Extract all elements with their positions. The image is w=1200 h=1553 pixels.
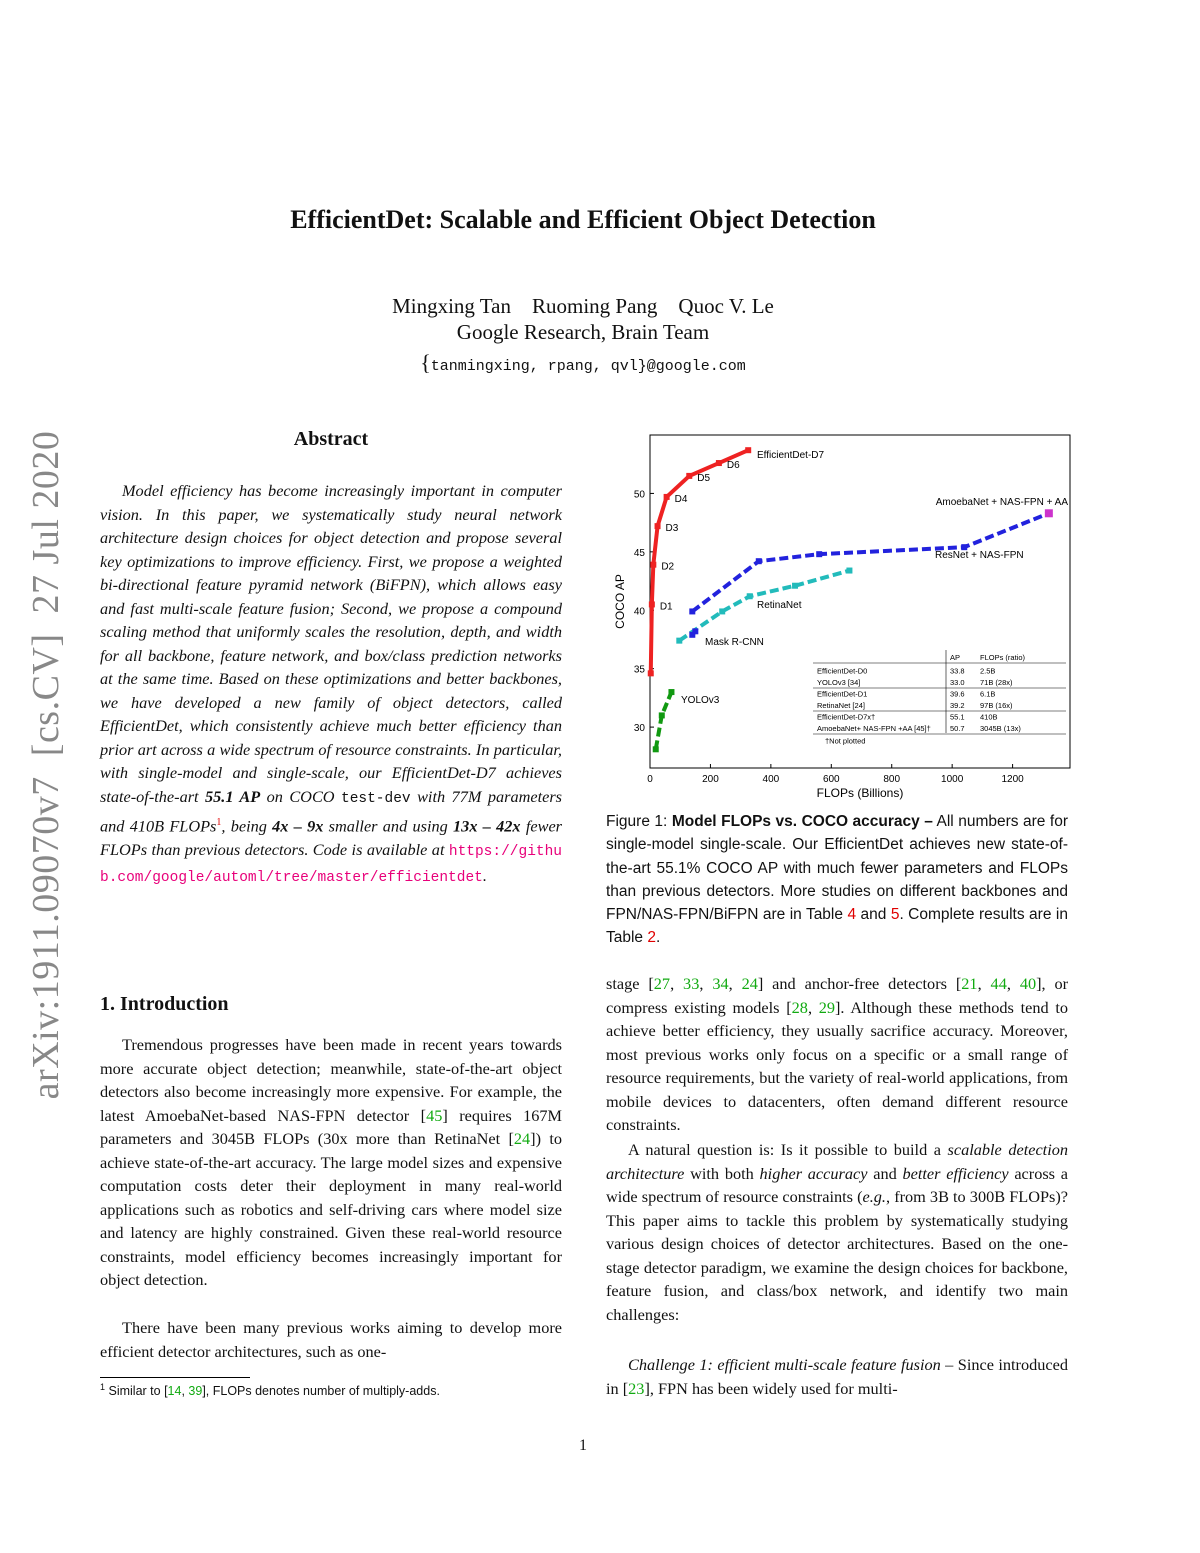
table-cell-ap: 33.0	[950, 678, 965, 687]
x-tick-label: 1000	[941, 774, 964, 785]
abstract-text: .	[482, 866, 487, 886]
data-point	[653, 746, 659, 752]
body-text: ] requires 167M parameters and 3045B FLOPs (30x more than RetinaNet [	[100, 1105, 562, 1148]
body-text: ]) to achieve state-of-the-art accuracy. The large model sizes and expensive computation costs deter their deployment in many real-world applications such as robotics and self-driving cars where model size and latency are highly constrained. Given these real-world resource constraints, model efficiency becomes increasingly important for object detection.	[100, 1129, 563, 1289]
body-italic: higher accuracy	[759, 1163, 868, 1183]
section-heading-introduction: 1. Introduction	[100, 993, 229, 1015]
citation-link[interactable]: 44	[990, 974, 1007, 993]
right-paragraph-3	[606, 1353, 1068, 1400]
table-header: FLOPs (ratio)	[980, 653, 1026, 662]
y-tick-label: 45	[633, 547, 645, 559]
body-text: ]. Although these methods tend to achieve better efficiency, they usually sacrifice accuracy. Moreover, most previous works only focus on a specific or a small range of resource requirements, but the variety of real-world applications, from mobile devices to datacenters, often demand different resource constraints.	[606, 997, 1069, 1134]
arxiv-stamp: arXiv:1911.09070v7 [cs.CV] 27 Jul 2020	[25, 430, 67, 1100]
citation-link[interactable]: 27	[653, 974, 671, 993]
data-point	[659, 712, 665, 718]
body-text: ], or compress existing models [	[606, 974, 1069, 1017]
data-point	[747, 593, 753, 599]
table-cell-ap: 55.1	[950, 712, 965, 722]
body-italic: scalable detection architecture	[606, 1140, 1068, 1183]
body-text: with both	[684, 1163, 760, 1183]
table-ref-link[interactable]: 4	[847, 906, 857, 924]
point-label: D4	[674, 493, 688, 505]
y-tick-label: 40	[633, 606, 645, 618]
table-cell-model: AmoebaNet+ NAS-FPN +AA [45]†	[817, 724, 931, 733]
table-cell-ap: 39.2	[950, 701, 965, 710]
x-tick-label: 1200	[1001, 774, 1024, 785]
footnote-text: ], FLOPs denotes number of multiply-adds.	[202, 1384, 440, 1399]
citation-link[interactable]: 14	[167, 1384, 182, 1399]
citation-link[interactable]: 24	[513, 1129, 531, 1148]
series-label: AmoebaNet + NAS-FPN + AA	[935, 497, 1068, 508]
x-tick-label: 200	[702, 774, 719, 785]
point-label: D1	[659, 601, 673, 613]
code-link[interactable]: https://github.com/google/automl/tree/master/efficientdet	[100, 843, 562, 887]
data-point	[692, 628, 698, 634]
x-tick-label: 800	[883, 774, 901, 785]
author-list: Mingxing Tan Ruoming Pang Quoc V. Le	[392, 294, 774, 318]
series-label: Mask R-CNN	[705, 637, 764, 648]
table-cell-model: EfficientDet-D0	[817, 666, 868, 676]
figure-caption	[606, 810, 1068, 950]
table-cell-flops: 3045B (13x)	[980, 724, 1021, 733]
citation-link[interactable]: 23	[628, 1378, 645, 1398]
footnote-mark: 1	[100, 1382, 106, 1392]
series-label: EfficientDet-D7	[757, 450, 825, 461]
data-point	[1045, 509, 1053, 517]
table-cell-model: RetinaNet [24]	[817, 701, 865, 710]
body-text: A natural question is: Is it possible to build a	[628, 1140, 948, 1159]
abstract-text: , being	[221, 816, 273, 836]
data-point	[655, 523, 661, 529]
caption-text: All numbers are for single-model single-scale. Our EfficientDet achieves new state-of-the-art 55.1% COCO AP with much fewer parameters and FLOPs than previous detectors. More studies on different backbones and FPN/NAS-FPN/BiFPN are in Table	[606, 813, 1068, 924]
data-point	[650, 562, 656, 568]
body-text: Tremendous progresses have been made in recent years towards more accurate object detection; meanwhile, state-of-the-art object detectors also become increasingly more expensive. For example, the latest AmoebaNet-based NAS-FPN detector [	[100, 1035, 562, 1125]
caption-text: and	[856, 906, 891, 924]
abstract-bold: 55.1 AP	[205, 786, 261, 806]
point-label: D2	[661, 561, 675, 573]
data-point	[745, 447, 751, 453]
data-point	[689, 608, 695, 614]
data-point	[649, 601, 655, 607]
y-tick-label: 35	[633, 664, 645, 676]
footnote-text: ,	[181, 1384, 189, 1399]
body-text: , from 3B to 300B FLOPs)? This paper aims to tackle this problem by systematically studying various design choices of detector architectures. Based on the one-stage detector paradigm, we examine the design choices for backbone, feature fusion, and class/box network, and identify two main challenges:	[606, 1187, 1068, 1324]
citation-link[interactable]: 33	[683, 974, 700, 993]
point-label: D3	[665, 523, 679, 535]
abstract-text: with 77M parameters and 410B FLOPs	[100, 786, 563, 836]
caption-bold: Model FLOPs vs. COCO accuracy –	[671, 813, 933, 830]
series-label: RetinaNet	[757, 600, 802, 611]
email-line	[0, 350, 1166, 376]
data-point	[676, 638, 682, 644]
right-paragraph-2	[606, 1138, 1068, 1326]
x-tick-label: 600	[822, 774, 840, 785]
citation-link[interactable]: 28	[791, 997, 808, 1017]
series-label: ResNet + NAS-FPN	[935, 550, 1024, 561]
data-point	[846, 568, 852, 574]
body-text: across a wide spectrum of resource constraints (	[606, 1163, 1068, 1206]
data-point	[716, 460, 722, 466]
table-cell-flops: 6.1B	[980, 689, 996, 699]
abstract-text: fewer FLOPs than previous detectors. Code is available at	[100, 816, 563, 859]
data-point	[756, 558, 762, 564]
abstract-text: on COCO	[260, 786, 341, 806]
series-label: YOLOv3	[681, 695, 720, 706]
data-point	[686, 473, 692, 479]
data-point	[816, 551, 822, 557]
table-cell-model: EfficientDet-D7x†	[817, 712, 876, 722]
data-point	[664, 494, 670, 500]
citation-link[interactable]: 45	[426, 1105, 443, 1125]
table-cell-flops: 71B (28x)	[980, 678, 1013, 687]
citation-link[interactable]: 24	[741, 974, 758, 993]
series-line	[656, 692, 672, 749]
intro-paragraph-2: There have been many previous works aiming to develop more efficient detector architectures, such as one-	[100, 1318, 562, 1361]
body-text: – Since introduced in [	[606, 1355, 1068, 1398]
caption-label: Figure 1:	[606, 813, 672, 830]
table-cell-model: EfficientDet-D1	[817, 689, 868, 699]
table-note: †Not plotted	[825, 736, 866, 746]
right-paragraph-1: stage [27, 33, 34, 24] and anchor-free detectors [21, 44, 40], or compress existing models [28, 29]. Although these methods tend to achieve better efficiency, they usually sacrifice accuracy. Moreover, most previous works only focus on a specific or a small range of resource requirements, but the variety of real-world applications, from mobile devices to datacenters, often demand different resource constraints.	[606, 974, 1069, 1134]
affiliation: Google Research, Brain Team	[456, 320, 710, 344]
table-cell-flops: 410B	[980, 712, 998, 722]
abstract-bold: 4x – 9x	[272, 816, 324, 836]
table-header: AP	[950, 653, 961, 662]
body-text: stage [	[606, 974, 654, 993]
x-tick-label: 0	[647, 774, 653, 785]
figure-1-chart	[605, 430, 1085, 802]
table-cell-ap: 39.6	[950, 689, 965, 699]
citation-link[interactable]: 40	[1019, 974, 1037, 993]
point-label: D5	[697, 472, 711, 484]
caption-text: .	[656, 929, 661, 947]
body-text: and	[867, 1163, 903, 1183]
data-point	[648, 670, 654, 676]
table-cell-ap: 33.8	[950, 666, 965, 676]
citation-link[interactable]: 29	[818, 997, 836, 1017]
citation-link[interactable]: 21	[961, 974, 978, 993]
y-tick-label: 30	[633, 723, 645, 735]
y-axis-label: COCO AP	[613, 574, 627, 629]
page-number: 1	[579, 1437, 587, 1454]
table-cell-ap: 50.7	[950, 724, 965, 733]
x-axis-label: FLOPs (Billions)	[816, 786, 904, 800]
abstract-text: Model efficiency has become increasingly important in computer vision. In this paper, we systematically study neural network architecture design choices for object detection and propose several key optimizations to improve efficiency. First, we propose a weighted bi-directional feature pyramid network (BiFPN), which allows easy and fast multi-scale feature fusion; Second, we propose a compound scaling method that uniformly scales the resolution, depth, and width for all backbone, feature network, and box/class prediction networks at the same time. Based on these optimizations and better backbones, we have developed a new family of object detectors, called EfficientDet, which consistently achieve much better efficiency than prior art across a wide spectrum of resource constraints. In particular, with single-model and single-scale, our EfficientDet-D7 achieves state-of-the-art	[100, 481, 562, 806]
abstract-text: smaller and using	[323, 816, 454, 836]
abstract-bold: 13x – 42x	[453, 816, 521, 836]
footnote-rule	[100, 1377, 250, 1378]
body-text: ], FPN has been widely used for multi-	[644, 1378, 898, 1398]
email-brace: {	[420, 350, 431, 375]
table-cell-flops: 2.5B	[980, 666, 996, 676]
data-point	[719, 608, 725, 614]
body-italic: Challenge 1: efficient multi-scale feature fusion	[628, 1355, 941, 1374]
abstract-heading: Abstract	[293, 428, 369, 450]
table-cell-model: YOLOv3 [34]	[817, 678, 861, 687]
footnote-text: Similar to [	[108, 1384, 168, 1399]
footnote	[100, 1382, 570, 1398]
x-tick-label: 400	[762, 774, 780, 785]
abstract-mono: test-dev	[341, 790, 411, 807]
body-italic: better efficiency	[902, 1163, 1009, 1183]
abstract-body	[100, 479, 562, 891]
table-cell-flops: 97B (16x)	[980, 701, 1013, 710]
y-tick-label: 50	[633, 489, 645, 501]
citation-link[interactable]: 34	[712, 974, 729, 993]
data-point	[668, 689, 674, 695]
caption-text: . Complete results are in Table	[606, 906, 1068, 947]
body-italic: e.g.	[862, 1187, 887, 1206]
table-ref-link[interactable]: 5	[890, 906, 900, 924]
data-point	[792, 583, 798, 589]
citation-link[interactable]: 39	[188, 1384, 203, 1399]
intro-paragraph-1	[100, 1033, 562, 1292]
point-label: D6	[726, 460, 740, 472]
table-ref-link[interactable]: 2	[647, 929, 656, 947]
email-text: tanmingxing, rpang, qvl}@google.com	[430, 358, 746, 375]
paper-title: EfficientDet: Scalable and Efficient Object Detection	[290, 205, 876, 234]
footnote-marker[interactable]: 1	[216, 817, 222, 828]
body-text: ] and anchor-free detectors [	[757, 974, 962, 993]
